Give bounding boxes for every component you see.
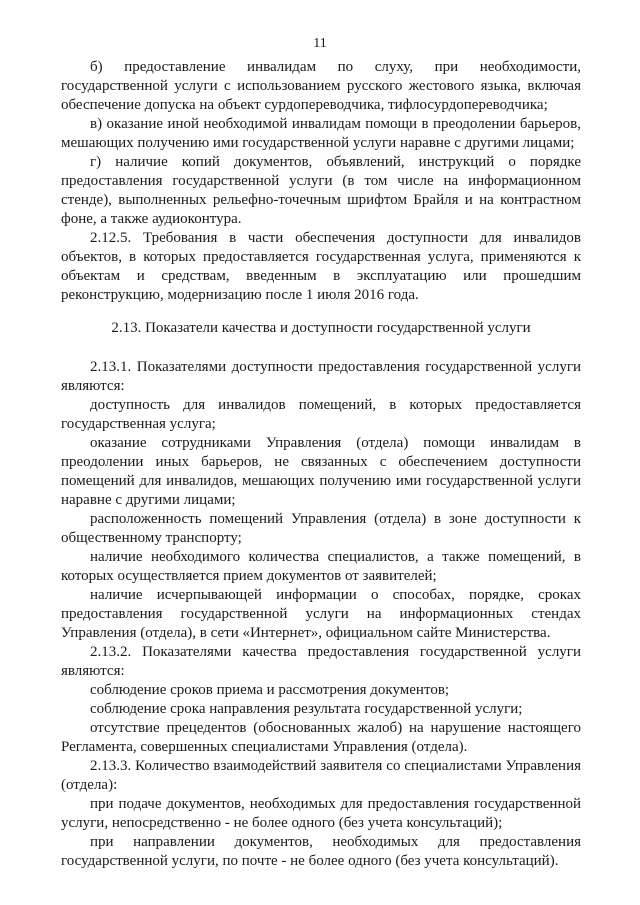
- section-heading: 2.13. Показатели качества и доступности государственной услуги: [111, 320, 531, 336]
- paragraph-item-g: г) наличие копий документов, объявлений, инструкций о порядке предоставления государственной услуги (в том числе на информационном стенде), выполненных рельефно-точечным шрифтом Брайля и на контрастном фоне, а также аудиоконтура.: [61, 154, 581, 227]
- paragraph-2-12-5: 2.12.5. Требования в части обеспечения доступности для инвалидов объектов, в которых предоставляется государственная услуга, применяются к объектам и средствам, введенным в эксплуатацию или прошедшим реконструкцию, модернизацию после 1 июля 2016 года.: [61, 230, 581, 303]
- paragraph-item-b: б) предоставление инвалидам по слуху, при необходимости, государственной услуги с использованием русского жестового языка, включая обеспечение допуска на объект сурдопереводчика, тифлосурдопереводчика;: [61, 59, 581, 113]
- list-item: отсутствие прецедентов (обоснованных жалоб) на нарушение настоящего Регламента, совершенных специалистами Управления (отдела).: [61, 720, 581, 755]
- paragraph-2-13-3: 2.13.3. Количество взаимодействий заявителя со специалистами Управления (отдела):: [61, 758, 581, 793]
- page-number: 11: [313, 36, 327, 51]
- list-item: при направлении документов, необходимых для предоставления государственной услуги, по почте - не более одного (без учета консультаций).: [61, 834, 581, 869]
- list-item: при подаче документов, необходимых для предоставления государственной услуги, непосредственно - не более одного (без учета консультаций);: [61, 796, 581, 831]
- list-item: расположенность помещений Управления (отдела) в зоне доступности к общественному транспорту;: [61, 511, 581, 546]
- list-item: оказание сотрудниками Управления (отдела) помощи инвалидам в преодолении иных барьеров, не связанных с обеспечением доступности помещений для инвалидов, мешающих получению ими государственной услуги наравне с другими лицами;: [61, 435, 581, 508]
- document-body: [61, 58, 581, 871]
- list-item: наличие исчерпывающей информации о способах, порядке, сроках предоставления государственной услуги на информационных стендах Управления (отдела), в сети «Интернет», официальном сайте Министерства.: [61, 587, 581, 641]
- list-item: соблюдение сроков приема и рассмотрения документов;: [90, 682, 450, 698]
- paragraph-item-v: в) оказание иной необходимой инвалидам помощи в преодолении барьеров, мешающих получению ими государственной услуги наравне с другими лицами;: [61, 116, 581, 151]
- paragraph-2-13-2: 2.13.2. Показателями качества предоставления государственной услуги являются:: [61, 644, 581, 679]
- paragraph-2-13-1: 2.13.1. Показателями доступности предоставления государственной услуги являются:: [61, 359, 581, 394]
- list-item: соблюдение срока направления результата государственной услуги;: [90, 701, 523, 717]
- list-item: доступность для инвалидов помещений, в которых предоставляется государственная услуга;: [61, 397, 581, 432]
- list-item: наличие необходимого количества специалистов, а также помещений, в которых осуществляется прием документов от заявителей;: [61, 549, 581, 584]
